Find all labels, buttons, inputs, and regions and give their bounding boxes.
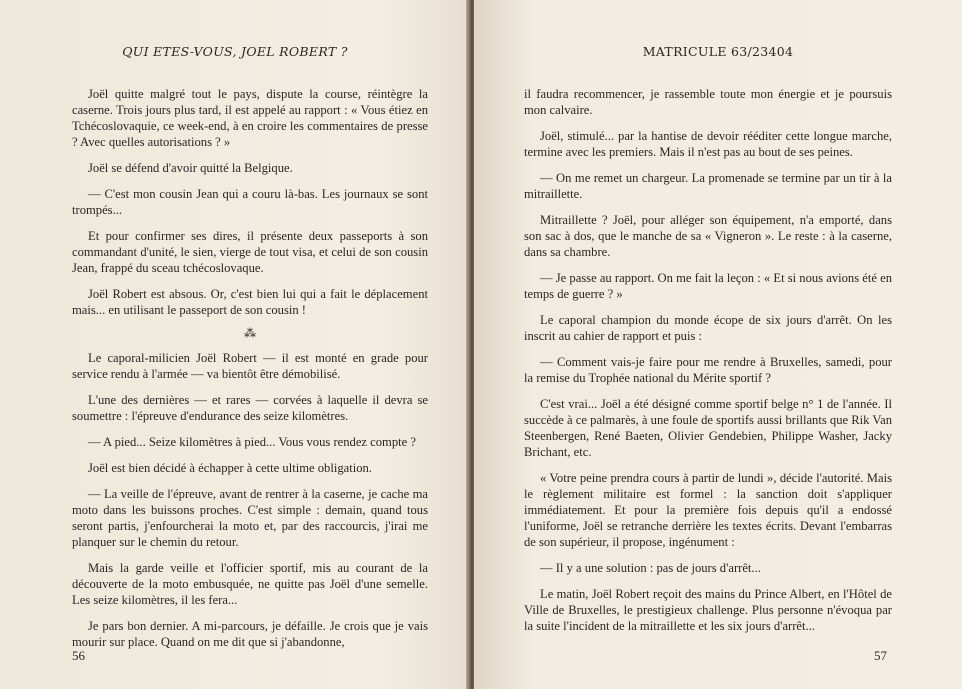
paragraph-continued: il faudra recommencer, je rassemble toute mon énergie et je poursuis mon calvaire. bbox=[524, 87, 892, 117]
paragraph: — Il y a une solution : pas de jours d'arrêt... bbox=[540, 561, 761, 575]
right-page-text bbox=[524, 86, 892, 644]
paragraph: Le caporal champion du monde écope de six jours d'arrêt. On les inscrit au cahier de rapport et puis : bbox=[524, 313, 892, 343]
paragraph: Le caporal-milicien Joël Robert — il est monté en grade pour service rendu à l'armée — va bientôt être démobilisé. bbox=[72, 351, 428, 381]
right-page-number: 57 bbox=[874, 648, 887, 663]
paragraph: C'est vrai... Joël a été désigné comme sportif belge n° 1 de l'année. Il succède à ce palmarès, à une foule de sportifs aussi brillants que Rik Van Steenbergen, René Baeten, Olivier Gendebien, Philippe Washer, Jacky Brichant, etc. bbox=[524, 397, 892, 459]
paragraph: — La veille de l'épreuve, avant de rentrer à la caserne, je cache ma moto dans les buissons proches. C'est simple : demain, quand tous seront partis, j'enfourcherai la moto et, par des raccourcis, j'irai me planquer sur le chemin du retour. bbox=[72, 487, 428, 549]
paragraph: Et pour confirmer ses dires, il présente deux passeports à son commandant d'unité, le sien, vierge de tout visa, et celui de son cousin Jean, frappé du sceau tchécoslovaque. bbox=[72, 229, 428, 275]
right-page bbox=[474, 0, 962, 689]
left-page-number: 56 bbox=[72, 648, 85, 663]
right-running-header: MATRICULE 63/23404 bbox=[642, 44, 794, 59]
paragraph: Mitraillette ? Joël, pour alléger son équipement, n'a emporté, dans son sac à dos, que le manche de sa « Vigneron ». Le reste : à la caserne, dans sa chambre. bbox=[524, 213, 892, 259]
paragraph: Joël se défend d'avoir quitté la Belgique. bbox=[88, 161, 293, 175]
paragraph: « Votre peine prendra cours à partir de lundi », décide l'autorité. Mais le règlement militaire est formel : la sanction doit s'appliquer immédiatement. Et pour la première fois depuis qu'il a endossé l'uniforme, Joël se retranche derrière les textes écrits. Devant l'embarras de son supérieur, il propose, ingénument : bbox=[524, 471, 892, 549]
paragraph: Joël est bien décidé à échapper à cette ultime obligation. bbox=[88, 461, 372, 475]
section-separator: ⁂ bbox=[244, 326, 256, 340]
paragraph: Le matin, Joël Robert reçoit des mains du Prince Albert, en l'Hôtel de Ville de Bruxelles, le prestigieux challenge. Plus personne n'évoqua par la suite l'incident de la mitraillette et les six jours d'arrêt... bbox=[524, 587, 892, 633]
paragraph: Je pars bon dernier. A mi-parcours, je défaille. Je crois que je vais mourir sur place. Quand on me dit que si j'abandonne, bbox=[72, 619, 428, 649]
paragraph: Joël quitte malgré tout le pays, dispute la course, réintègre la caserne. Trois jours plus tard, il est appelé au rapport : « Vous étiez en Tchécoslovaquie, ce week-end, à en croire les commentaires de presse ? Avec quelles autorisations ? » bbox=[72, 87, 428, 149]
left-page bbox=[0, 0, 470, 689]
paragraph: — C'est mon cousin Jean qui a couru là-bas. Les journaux se sont trompés... bbox=[72, 187, 428, 217]
paragraph: Mais la garde veille et l'officier sportif, mis au courant de la découverte de la moto embusquée, ne quitte pas Joël d'une semelle. Les seize kilomètres, il les fera... bbox=[72, 561, 428, 607]
left-page-text bbox=[72, 86, 428, 660]
paragraph: L'une des dernières — et rares — corvées à laquelle il devra se soumettre : l'épreuve d'endurance des seize kilomètres. bbox=[72, 393, 428, 423]
paragraph: Joël Robert est absous. Or, c'est bien lui qui a fait le déplacement mais... en utilisant le passeport de son cousin ! bbox=[72, 287, 428, 317]
paragraph: — On me remet un chargeur. La promenade se termine par un tir à la mitraillette. bbox=[524, 171, 892, 201]
left-running-header: QUI ETES-VOUS, JOEL ROBERT ? bbox=[122, 44, 348, 59]
paragraph: — Comment vais-je faire pour me rendre à Bruxelles, samedi, pour la remise du Trophée national du Mérite sportif ? bbox=[524, 355, 892, 385]
paragraph: — Je passe au rapport. On me fait la leçon : « Et si nous avions été en temps de guerre ? » bbox=[524, 271, 892, 301]
paragraph: — A pied... Seize kilomètres à pied... Vous vous rendez compte ? bbox=[88, 435, 416, 449]
paragraph: Joël, stimulé... par la hantise de devoir rééditer cette longue marche, termine avec les premiers. Mais il n'est pas au bout de ses peines. bbox=[524, 129, 892, 159]
